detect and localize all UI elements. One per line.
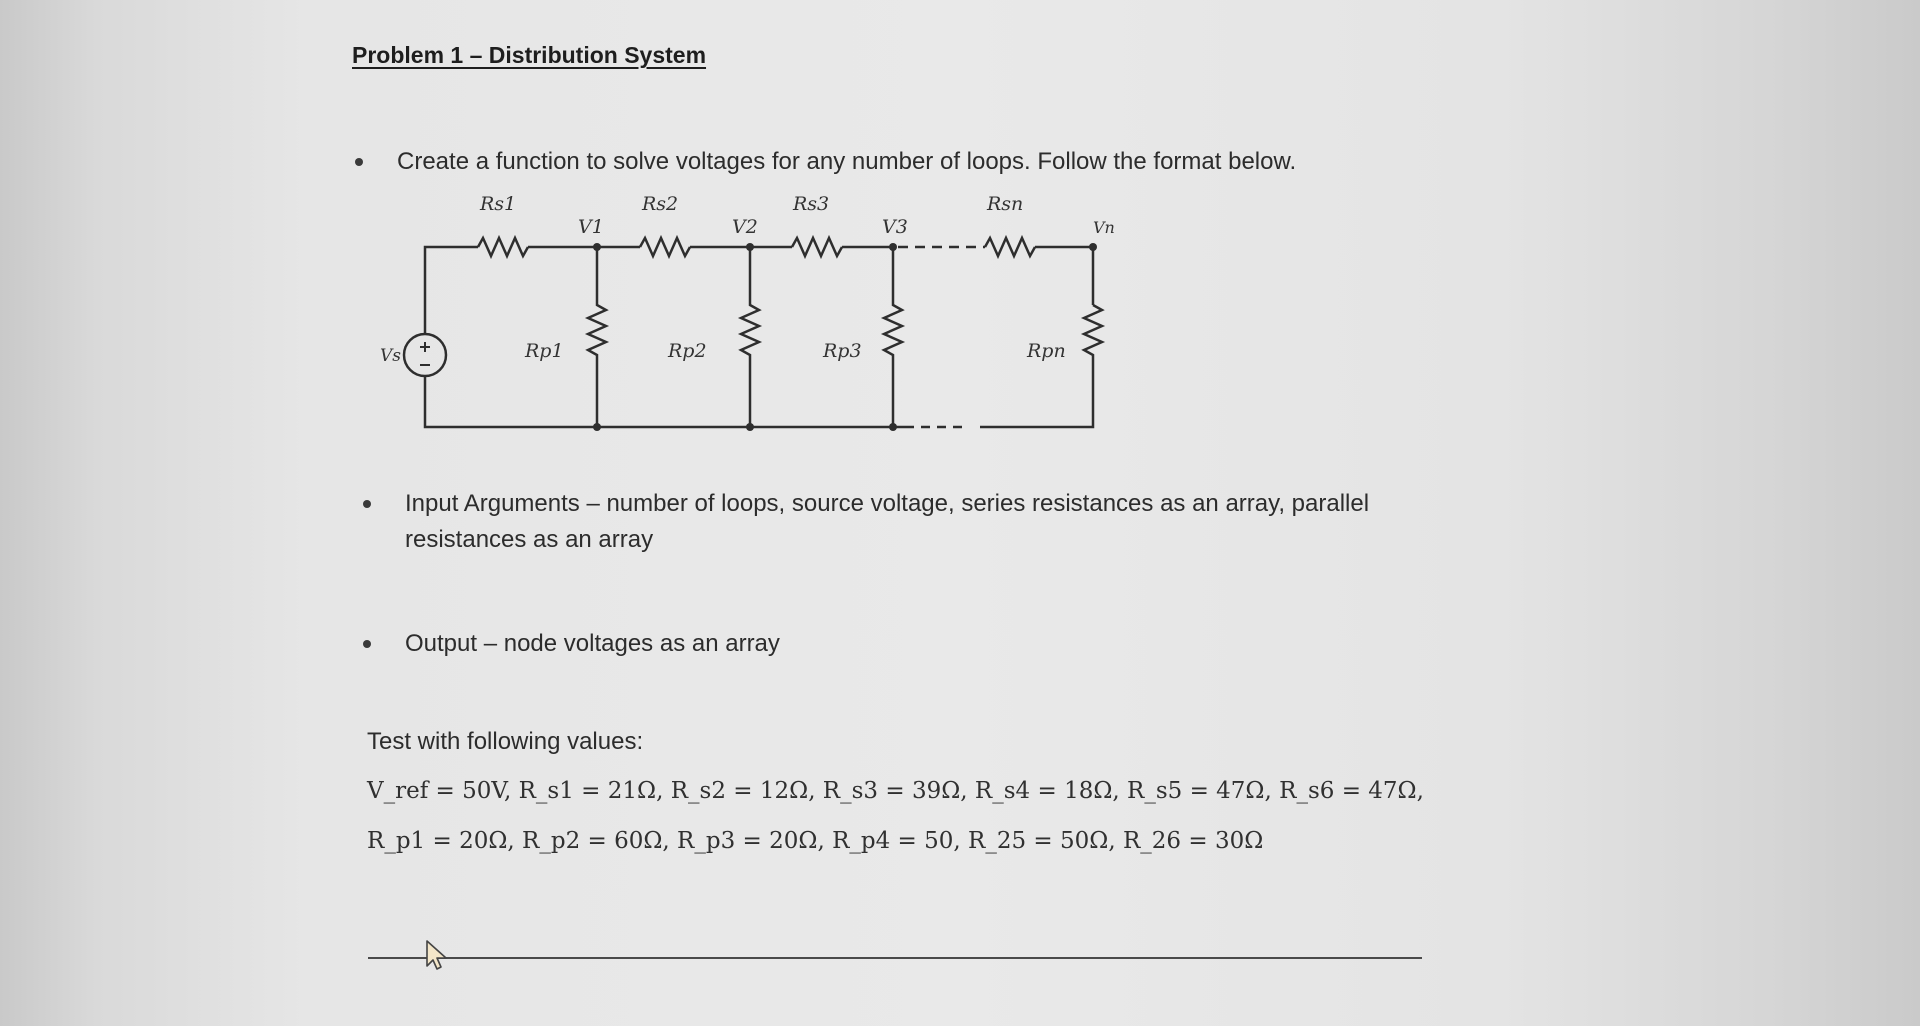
label-rp1: Rp1 xyxy=(525,340,564,362)
label-rp3: Rp3 xyxy=(823,340,862,362)
page-title: Problem 1 – Distribution System xyxy=(352,42,707,68)
label-rs3: Rs3 xyxy=(793,193,830,215)
test-heading: Test with following values: xyxy=(367,728,644,755)
label-rp2: Rp2 xyxy=(668,340,707,362)
mouse-cursor-icon xyxy=(424,938,454,972)
label-rs1: Rs1 xyxy=(480,193,517,215)
label-v3: V3 xyxy=(882,216,908,238)
bullet-text-task: Create a function to solve voltages for any number of loops. Follow the format below. xyxy=(397,148,1297,175)
bullet-text-inputs: Input Arguments – number of loops, source voltage, series resistances as an array, parallel resistances as an array xyxy=(405,490,1370,553)
bullet-text-output: Output – node voltages as an array xyxy=(405,630,780,657)
horizontal-rule xyxy=(368,957,1422,959)
bullet-dot xyxy=(363,640,371,648)
test-values-parallel: R_p1 = 20Ω, R_p2 = 60Ω, R_p3 = 20Ω, R_p4 = 50, R_25 = 50Ω, R_26 = 30Ω xyxy=(367,828,1264,854)
label-vn: Vn xyxy=(1093,218,1115,237)
bullet-dot xyxy=(363,500,371,508)
label-rsn: Rsn xyxy=(987,193,1024,215)
circuit-diagram xyxy=(360,185,1120,445)
label-v2: V2 xyxy=(732,216,758,238)
label-rpn: Rpn xyxy=(1027,340,1066,362)
test-values-series: V_ref = 50V, R_s1 = 21Ω, R_s2 = 12Ω, R_s3 = 39Ω, R_s4 = 18Ω, R_s5 = 47Ω, R_s6 = 47Ω, xyxy=(367,778,1424,804)
label-vs: Vs xyxy=(380,346,402,366)
label-rs2: Rs2 xyxy=(642,193,679,215)
label-v1: V1 xyxy=(578,216,604,238)
bullet-dot xyxy=(355,158,363,166)
